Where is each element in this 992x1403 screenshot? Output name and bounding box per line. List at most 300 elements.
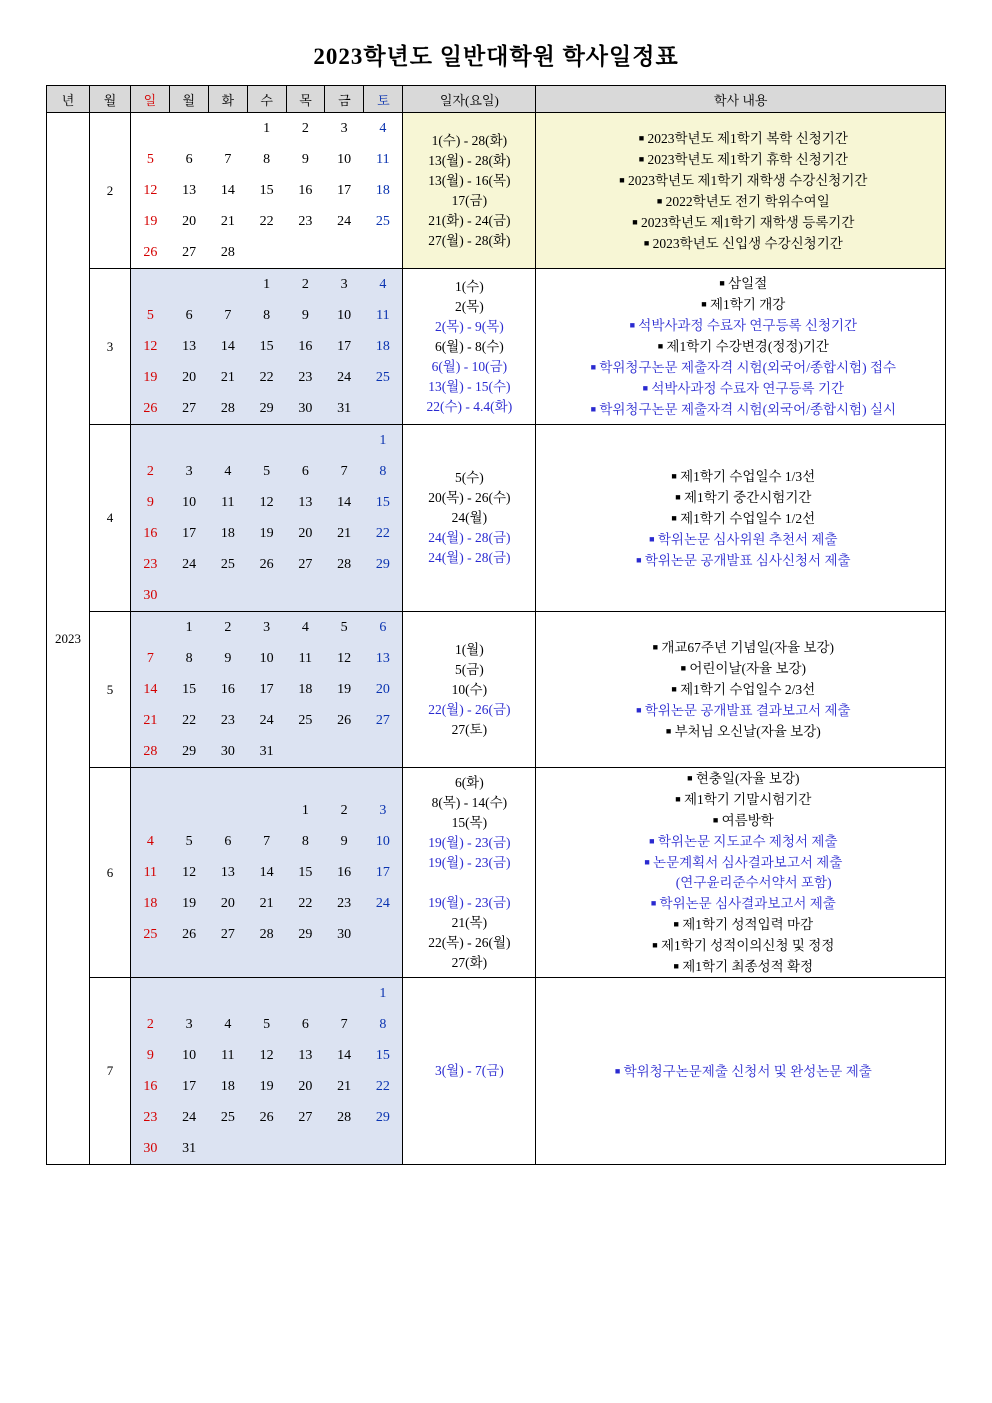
week-row (131, 919, 402, 950)
month-row (47, 269, 946, 425)
day-cell: 3 (263, 619, 271, 635)
day-cell: 29 (259, 400, 274, 416)
day-cell: 9 (340, 833, 348, 849)
bullet-square-icon (668, 508, 680, 528)
day-cell: 14 (337, 494, 352, 510)
month-row (47, 612, 946, 768)
day-cell: 27 (375, 712, 390, 728)
day-cell (208, 978, 247, 1009)
day-cell: 31 (337, 400, 352, 416)
event-line: ■학위논문 지도교수 제청서 제출 (536, 831, 945, 852)
week-row (131, 237, 402, 268)
day-cell: 8 (263, 307, 271, 323)
month-row (47, 425, 946, 612)
day-cell (131, 612, 170, 643)
day-grid-table (131, 113, 402, 268)
event-line-continuation: (연구윤리준수서약서 포함) (675, 875, 832, 890)
bullet-square-icon (646, 529, 658, 549)
month-cell: 3 (90, 269, 131, 425)
day-cell: 18 (375, 338, 390, 354)
week-row (131, 857, 402, 888)
date-line: 24(월) - 28(금) (428, 550, 511, 565)
day-cell: 13 (298, 494, 313, 510)
date-list-cell (403, 113, 536, 269)
day-cell: 5 (263, 463, 271, 479)
date-line: 22(월) - 26(금) (428, 701, 511, 717)
day-cell: 7 (224, 307, 232, 323)
date-line: 1(월) (454, 641, 484, 657)
date-line: 2(목) - 9(목) (434, 318, 504, 334)
date-line: 17(금) (451, 192, 488, 208)
day-cell: 4 (224, 1016, 232, 1032)
week-row (131, 206, 402, 237)
day-cell: 17 (337, 338, 352, 354)
day-cell: 21 (337, 1078, 352, 1094)
day-grid-table (131, 795, 402, 950)
day-cell: 28 (337, 1109, 352, 1125)
week-row (131, 795, 402, 826)
day-cell: 10 (182, 494, 197, 510)
day-cell: 29 (182, 743, 197, 759)
header-date: 일자(요일) (403, 86, 536, 113)
week-row (131, 456, 402, 487)
day-cell: 30 (143, 1140, 158, 1156)
day-cell (325, 425, 364, 456)
day-cell: 27 (182, 400, 197, 416)
day-cell: 9 (301, 307, 309, 323)
day-cell: 10 (182, 1047, 197, 1063)
date-line: 19(월) - 23(금) (428, 894, 511, 910)
day-cell: 6 (379, 619, 387, 635)
bullet-square-icon (633, 700, 645, 720)
day-cell: 18 (220, 1078, 235, 1094)
date-line: 27(화) (451, 954, 488, 970)
week-row (131, 1133, 402, 1164)
day-cell (131, 269, 170, 300)
day-cell: 1 (379, 432, 387, 448)
day-cell: 17 (337, 182, 352, 198)
date-list-cell (403, 425, 536, 612)
day-cell: 16 (143, 525, 158, 541)
header-month: 월 (90, 86, 131, 113)
day-cell: 24 (259, 712, 274, 728)
day-cell (170, 978, 209, 1009)
day-cell: 7 (340, 1016, 348, 1032)
event-line: ■2023학년도 제1학기 재학생 등록기간 (536, 212, 945, 233)
day-cell: 16 (220, 681, 235, 697)
week-row (131, 518, 402, 549)
day-cell: 26 (337, 712, 352, 728)
event-line: ■2023학년도 제1학기 재학생 수강신청기간 (536, 170, 945, 191)
event-line: ■석박사과정 수료자 연구등록 신청기간 (536, 315, 945, 336)
day-cell: 1 (379, 985, 387, 1001)
week-row (131, 736, 402, 767)
bullet-square-icon (684, 768, 696, 788)
date-line: 1(수) - 28(화) (431, 132, 508, 148)
day-cell (286, 237, 325, 268)
day-cell: 20 (220, 895, 235, 911)
date-line: 6(월) - 8(수) (434, 338, 504, 354)
event-line: ■여름방학 (536, 810, 945, 831)
day-cell (208, 1133, 247, 1164)
day-cell: 12 (143, 338, 158, 354)
day-cell: 11 (221, 494, 235, 510)
bullet-square-icon (626, 315, 638, 335)
date-line: 10(수) (451, 681, 488, 697)
event-list-cell (536, 269, 946, 425)
day-cell (247, 1133, 286, 1164)
date-line: 13(월) - 15(수) (428, 378, 511, 394)
day-cell (208, 795, 247, 826)
date-list-cell (403, 768, 536, 978)
day-cell: 1 (263, 276, 271, 292)
date-line: 1(수) (454, 278, 484, 294)
week-row (131, 300, 402, 331)
week-row (131, 643, 402, 674)
day-cell: 6 (224, 833, 232, 849)
bullet-square-icon (663, 721, 675, 741)
page-title: 2023학년도 일반대학원 학사일정표 (313, 44, 679, 69)
week-row (131, 826, 402, 857)
day-cell: 29 (375, 1109, 390, 1125)
week-row (131, 425, 402, 456)
event-line: ■부처님 오신날(자율 보강) (536, 721, 945, 742)
day-cell: 11 (298, 650, 313, 666)
day-cell: 5 (146, 307, 154, 323)
event-line: ■삼일절 (536, 273, 945, 294)
bullet-square-icon (641, 852, 653, 872)
month-cell: 5 (90, 612, 131, 768)
day-cell: 12 (259, 1047, 274, 1063)
header-wednesday: 수 (247, 86, 286, 113)
day-cell: 27 (182, 244, 197, 260)
day-cell: 30 (337, 926, 352, 942)
event-line: ■제1학기 최종성적 확정 (536, 956, 945, 977)
event-list-cell (536, 768, 946, 978)
day-cell: 3 (340, 276, 348, 292)
date-list-cell (403, 612, 536, 768)
day-cell: 9 (301, 151, 309, 167)
day-cell: 6 (185, 307, 193, 323)
day-cell: 22 (375, 1078, 390, 1094)
day-cell: 9 (146, 494, 154, 510)
day-cell: 25 (220, 556, 235, 572)
day-cell: 19 (182, 895, 197, 911)
day-cell: 14 (143, 681, 158, 697)
day-cell: 28 (220, 400, 235, 416)
day-cell: 27 (220, 926, 235, 942)
day-cell: 25 (220, 1109, 235, 1125)
month-day-grid (130, 425, 402, 612)
day-cell: 20 (298, 1078, 313, 1094)
date-line: 19(월) - 23(금) (428, 834, 511, 850)
bullet-square-icon (587, 357, 599, 377)
week-row (131, 113, 402, 144)
day-cell: 8 (263, 151, 271, 167)
day-cell: 19 (259, 1078, 274, 1094)
day-cell: 26 (143, 400, 158, 416)
header-year: 년 (47, 86, 90, 113)
day-cell (247, 580, 286, 611)
day-cell: 11 (376, 307, 390, 323)
month-day-grid (130, 269, 402, 425)
day-cell: 23 (143, 1109, 158, 1125)
day-cell: 24 (375, 895, 390, 911)
day-cell: 20 (375, 681, 390, 697)
day-cell: 2 (146, 1016, 154, 1032)
day-cell: 10 (337, 151, 352, 167)
bullet-square-icon (670, 914, 682, 934)
header-monday: 월 (169, 86, 208, 113)
day-cell: 3 (185, 1016, 193, 1032)
day-cell (247, 425, 286, 456)
day-cell: 24 (337, 369, 352, 385)
bullet-square-icon (677, 658, 689, 678)
day-cell: 14 (259, 864, 274, 880)
month-cell: 7 (90, 978, 131, 1165)
day-cell (363, 736, 402, 767)
week-row (131, 612, 402, 643)
day-cell: 29 (375, 556, 390, 572)
event-line: ■제1학기 중간시험기간 (536, 487, 945, 508)
day-cell: 2 (301, 120, 309, 136)
date-line: 27(토) (451, 721, 488, 737)
day-cell: 10 (375, 833, 390, 849)
event-line: ■2023학년도 제1학기 복학 신청기간 (536, 128, 945, 149)
day-cell: 15 (259, 182, 274, 198)
day-cell: 5 (340, 619, 348, 635)
header-tuesday: 화 (208, 86, 247, 113)
day-cell: 13 (182, 338, 197, 354)
day-cell: 15 (298, 864, 313, 880)
date-line: 8(목) - 14(수) (431, 794, 508, 810)
day-cell: 15 (259, 338, 274, 354)
day-cell: 26 (259, 556, 274, 572)
month-cell: 2 (90, 113, 131, 269)
event-line: ■2023학년도 신입생 수강신청기간 (536, 233, 945, 254)
day-cell: 18 (143, 895, 158, 911)
day-cell: 30 (143, 587, 158, 603)
day-cell: 23 (337, 895, 352, 911)
event-line: ■석박사과정 수료자 연구등록 기간 (536, 378, 945, 399)
month-cell: 4 (90, 425, 131, 612)
day-cell (363, 393, 402, 424)
day-cell: 24 (337, 213, 352, 229)
day-cell: 25 (143, 926, 158, 942)
day-cell: 30 (298, 400, 313, 416)
day-cell: 11 (143, 864, 158, 880)
day-cell: 25 (375, 369, 390, 385)
day-cell: 16 (143, 1078, 158, 1094)
day-cell: 28 (143, 743, 158, 759)
event-line: ■개교67주년 기념일(자율 보강) (536, 637, 945, 658)
event-line: ■논문계획서 심사결과보고서 제출 (536, 852, 945, 873)
date-line: 6(월) - 10(금) (431, 358, 508, 374)
date-line: 27(월) - 28(화) (428, 232, 511, 248)
day-cell: 28 (337, 556, 352, 572)
week-row (131, 269, 402, 300)
header-saturday: 토 (364, 86, 403, 113)
week-row (131, 1040, 402, 1071)
day-cell: 18 (375, 182, 390, 198)
day-cell: 7 (146, 650, 154, 666)
day-cell: 12 (182, 864, 197, 880)
day-cell: 7 (263, 833, 271, 849)
event-line: ■ 학위청구논문제출 신청서 및 완성논문 제출 (536, 1061, 945, 1082)
week-row (131, 1102, 402, 1133)
event-line: ■학위논문 심사결과보고서 제출 (536, 893, 945, 914)
day-cell: 21 (337, 525, 352, 541)
month-cell: 6 (90, 768, 131, 978)
bullet-square-icon (672, 487, 684, 507)
bullet-square-icon (633, 550, 645, 570)
day-cell: 27 (298, 1109, 313, 1125)
day-cell: 12 (143, 182, 158, 198)
day-cell (363, 237, 402, 268)
day-cell (247, 795, 286, 826)
day-cell: 11 (376, 151, 390, 167)
day-cell (286, 736, 325, 767)
day-cell (325, 580, 364, 611)
day-cell: 4 (146, 833, 154, 849)
bullet-square-icon (670, 956, 682, 976)
day-cell (131, 113, 170, 144)
date-line: 24(월) - 28(금) (428, 530, 511, 545)
date-line: 13(월) - 28(화) (428, 152, 511, 168)
day-cell: 5 (263, 1016, 271, 1032)
day-cell: 22 (182, 712, 197, 728)
day-cell: 17 (182, 525, 197, 541)
day-cell: 25 (298, 712, 313, 728)
bullet-square-icon (616, 170, 628, 190)
day-cell: 15 (375, 494, 390, 510)
day-cell: 22 (298, 895, 313, 911)
event-line: ■2022학년도 전기 학위수여일 (536, 191, 945, 212)
week-row (131, 393, 402, 424)
bullet-square-icon (649, 637, 661, 657)
week-row (131, 549, 402, 580)
day-cell: 20 (182, 369, 197, 385)
day-cell (286, 1133, 325, 1164)
day-cell (170, 269, 209, 300)
day-cell: 7 (224, 151, 232, 167)
day-grid-table (131, 612, 402, 767)
day-cell: 2 (146, 463, 154, 479)
day-cell: 19 (337, 681, 352, 697)
day-cell: 26 (182, 926, 197, 942)
day-cell: 25 (375, 213, 390, 229)
day-cell (170, 113, 209, 144)
day-cell (286, 978, 325, 1009)
date-line: 6(화) (454, 774, 484, 790)
date-line: 24(월) (451, 510, 488, 525)
date-line: 22(목) - 26(월) (428, 934, 511, 950)
event-list-cell (536, 425, 946, 612)
date-line: 3(월) - 7(금) (434, 1063, 504, 1078)
day-cell: 19 (259, 525, 274, 541)
day-cell: 4 (224, 463, 232, 479)
day-cell: 26 (259, 1109, 274, 1125)
event-line: ■제1학기 성적이의신청 및 정정 (536, 935, 945, 956)
week-row (131, 175, 402, 206)
day-cell: 23 (298, 213, 313, 229)
day-cell: 11 (221, 1047, 235, 1063)
header-content: 학사 내용 (536, 86, 946, 113)
year-cell: 2023 (47, 113, 90, 1165)
date-line: 2(목) (454, 298, 484, 314)
day-cell: 17 (259, 681, 274, 697)
date-list-cell (403, 978, 536, 1165)
day-cell: 26 (143, 244, 158, 260)
bullet-square-icon (648, 893, 660, 913)
day-cell (286, 580, 325, 611)
day-cell: 1 (185, 619, 193, 635)
day-cell: 3 (340, 120, 348, 136)
bullet-square-icon (641, 233, 653, 253)
day-cell (208, 269, 247, 300)
table-header-row (47, 86, 946, 113)
day-grid-table (131, 978, 402, 1164)
day-cell (131, 425, 170, 456)
event-list-cell (536, 113, 946, 269)
day-cell: 2 (224, 619, 232, 635)
day-cell: 31 (182, 1140, 197, 1156)
day-cell: 21 (259, 895, 274, 911)
month-day-grid (130, 768, 402, 978)
bullet-square-icon (668, 679, 680, 699)
day-cell: 13 (220, 864, 235, 880)
event-line: ■학위청구논문 제출자격 시험(외국어/종합시험) 접수 (536, 357, 945, 378)
academic-calendar-table (46, 85, 946, 1165)
bullet-square-icon (587, 399, 599, 419)
day-cell (247, 237, 286, 268)
event-line: ■학위논문 공개발표 결과보고서 제출 (536, 700, 945, 721)
date-line: 5(수) (454, 470, 484, 485)
day-cell: 3 (185, 463, 193, 479)
day-cell (363, 919, 402, 950)
day-cell (247, 978, 286, 1009)
month-day-grid (130, 978, 402, 1165)
day-cell: 19 (143, 213, 158, 229)
day-cell (131, 795, 170, 826)
day-cell: 27 (298, 556, 313, 572)
day-cell: 30 (220, 743, 235, 759)
event-line: ■2023학년도 제1학기 휴학 신청기간 (536, 149, 945, 170)
week-row (131, 978, 402, 1009)
week-row (131, 674, 402, 705)
day-cell: 28 (259, 926, 274, 942)
bullet-square-icon (649, 935, 661, 955)
day-cell: 14 (220, 182, 235, 198)
day-cell: 10 (259, 650, 274, 666)
day-cell: 22 (375, 525, 390, 541)
day-cell: 22 (259, 369, 274, 385)
day-cell: 23 (298, 369, 313, 385)
bullet-square-icon (654, 336, 666, 356)
bullet-square-icon (636, 149, 648, 169)
day-cell: 20 (182, 213, 197, 229)
date-line: 5(금) (454, 661, 484, 677)
day-cell: 9 (224, 650, 232, 666)
day-cell: 12 (337, 650, 352, 666)
header-sunday: 일 (130, 86, 169, 113)
day-cell: 3 (379, 802, 387, 818)
bullet-square-icon (636, 128, 648, 148)
day-cell: 16 (298, 182, 313, 198)
day-cell: 21 (143, 712, 158, 728)
date-line: 20(목) - 26(수) (428, 490, 511, 505)
date-line (403, 873, 535, 893)
